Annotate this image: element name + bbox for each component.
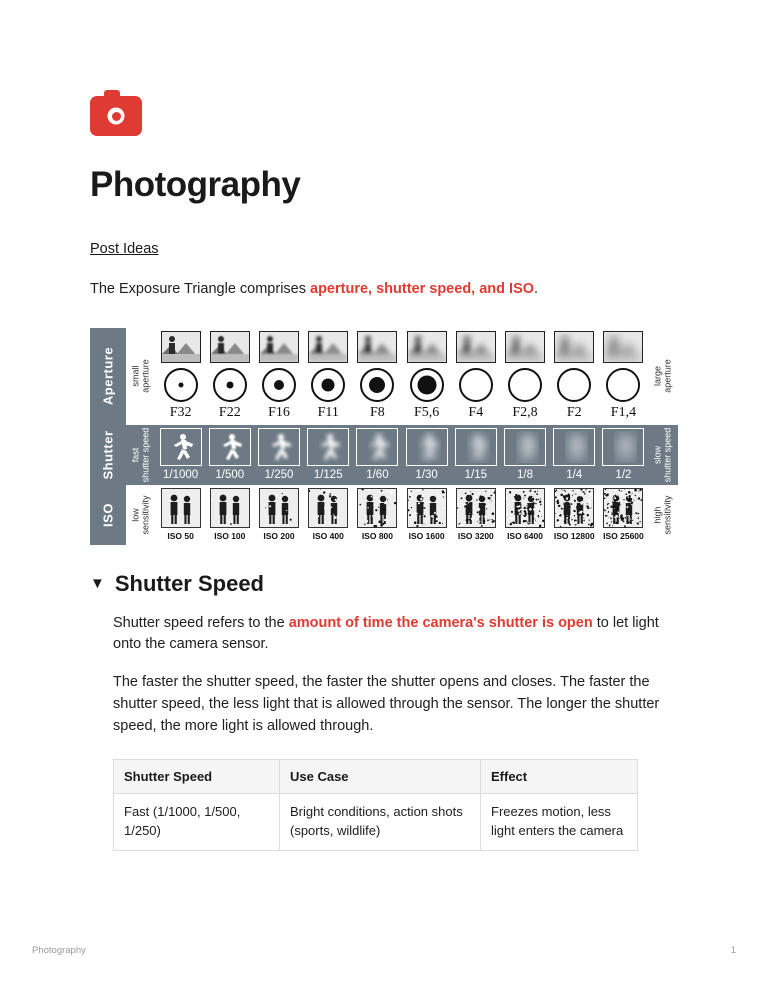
iso-value-label: ISO 3200: [457, 530, 494, 541]
aperture-diagram: [164, 368, 198, 402]
aperture-sample-photo: [407, 331, 447, 363]
shutter-sample-runner: [209, 428, 251, 466]
shutter-cell: [254, 425, 303, 485]
aperture-value-label: F16: [268, 404, 290, 420]
aperture-left-note: small aperture: [130, 359, 151, 393]
iso-value-label: ISO 800: [361, 530, 393, 541]
aperture-opening: [417, 375, 436, 394]
shutter-cells: [156, 425, 648, 485]
iso-cell: [451, 485, 500, 545]
footer-page-number: 1: [730, 945, 736, 956]
paragraph-1-prefix: Shutter speed refers to the: [113, 614, 289, 631]
camera-icon: [90, 96, 142, 136]
aperture-sample-photo: [603, 331, 643, 363]
aperture-opening: [226, 381, 233, 388]
shutter-sample-runner: [258, 428, 300, 466]
aperture-cell: [353, 328, 402, 425]
table-cell-use-case: Bright conditions, action shots (sports, wildlife): [280, 794, 481, 851]
aperture-diagram: [213, 368, 247, 402]
table-header-row: [114, 760, 638, 794]
aperture-sample-photo: [456, 331, 496, 363]
aperture-value-label: F32: [169, 404, 192, 420]
shutter-cell: [304, 425, 353, 485]
table-header-cell: Effect: [481, 760, 638, 794]
shutter-value-label: 1/500: [215, 468, 245, 481]
iso-sample-photo: [210, 488, 250, 528]
aperture-opening: [608, 370, 638, 400]
iso-sample-photo: [259, 488, 299, 528]
band-label-aperture: [90, 328, 126, 425]
table-row: [114, 794, 638, 851]
aperture-sample-photo: [505, 331, 545, 363]
iso-value-label: ISO 6400: [507, 530, 543, 541]
shutter-sample-runner: [602, 428, 644, 466]
iso-value-label: ISO 12800: [553, 530, 595, 541]
aperture-value-label: F5,6: [413, 404, 440, 420]
aperture-sample-photo: [308, 331, 348, 363]
aperture-diagram: [557, 368, 591, 402]
aperture-cell: [550, 328, 599, 425]
shutter-cell: [451, 425, 500, 485]
aperture-diagram: [508, 368, 542, 402]
aperture-opening: [513, 372, 538, 397]
band-label-shutter: [90, 425, 126, 485]
table-cell-speed: Fast (1/1000, 1/500, 1/250): [114, 794, 280, 851]
shutter-value-label: 1/60: [366, 468, 389, 481]
camera-lens-icon: [108, 108, 125, 125]
iso-sample-photo: [407, 488, 447, 528]
shutter-cell: [599, 425, 648, 485]
iso-value-label: ISO 200: [263, 530, 295, 541]
logo-area: [90, 0, 678, 140]
triangle-down-icon[interactable]: ▼: [90, 575, 105, 593]
aperture-opening: [322, 378, 335, 391]
aperture-cell: [451, 328, 500, 425]
band-label-iso-text: ISO: [100, 502, 116, 527]
iso-cell: [550, 485, 599, 545]
section-header-shutter-speed[interactable]: [90, 571, 678, 597]
aperture-opening: [178, 382, 183, 387]
iso-value-label: ISO 100: [214, 530, 246, 541]
shutter-value-label: 1/15: [464, 468, 488, 481]
shutter-sample-runner: [553, 428, 595, 466]
aperture-cell: [500, 328, 549, 425]
aperture-opening: [274, 380, 284, 390]
aperture-sample-photo: [161, 331, 201, 363]
aperture-value-label: F1,4: [610, 404, 637, 420]
aperture-sample-photo: [554, 331, 594, 363]
shutter-cell: [402, 425, 451, 485]
iso-value-label: ISO 25600: [603, 530, 644, 541]
iso-left-note: low sensitivity: [130, 495, 151, 535]
aperture-diagram: [262, 368, 296, 402]
section-heading: Shutter Speed: [114, 570, 264, 596]
iso-value-label: ISO 1600: [408, 530, 445, 541]
page-footer: [32, 945, 736, 956]
shutter-value-label: 1/8: [517, 468, 534, 481]
shutter-left-note: fast shutter speed: [130, 427, 151, 482]
paragraph-1-suffix: to let light onto the camera sensor.: [113, 614, 659, 653]
aperture-value-label: F8: [370, 404, 385, 420]
aperture-diagram: [459, 368, 493, 402]
band-label-shutter-text: Shutter: [100, 430, 116, 480]
shutter-cell: [205, 425, 254, 485]
exposure-triangle-figure: [90, 328, 678, 545]
paragraph-2: The faster the shutter speed, the faster the shutter opens and closes. The faster the shutter speed, the less light that is allowed through the sensor. The longer the shutter speed, the more light is allowed through.: [113, 674, 660, 734]
aperture-sample-photo: [259, 331, 299, 363]
aperture-cells: [156, 328, 648, 425]
shutter-sample-runner: [504, 428, 546, 466]
paragraph-1-accent: amount of time the camera's shutter is open: [288, 614, 593, 631]
aperture-opening: [560, 371, 588, 399]
band-label-iso: [90, 485, 126, 545]
iso-sample-photo: [308, 488, 348, 528]
table-header-cell: Shutter Speed: [114, 760, 280, 794]
intro-prefix: The Exposure Triangle comprises: [90, 280, 311, 297]
aperture-diagram: [410, 368, 444, 402]
shutter-value-label: 1/30: [415, 468, 438, 481]
intro-paragraph: [90, 279, 678, 300]
iso-cell: [156, 485, 205, 545]
shutter-value-label: 1/125: [313, 468, 343, 481]
section-body: [90, 613, 678, 738]
aperture-cell: [156, 328, 205, 425]
aperture-sample-photo: [357, 331, 397, 363]
iso-cell: [500, 485, 549, 545]
iso-cell: [205, 485, 254, 545]
iso-cell: [402, 485, 451, 545]
aperture-value-label: F2,8: [512, 404, 538, 420]
aperture-opening: [369, 377, 385, 393]
aperture-right-note: large aperture: [652, 359, 673, 393]
iso-value-label: ISO 400: [312, 530, 344, 541]
intro-accent: aperture, shutter speed, and ISO: [310, 280, 535, 297]
aperture-cell: [254, 328, 303, 425]
iso-sample-photo: [357, 488, 397, 528]
iso-sample-photo: [161, 488, 201, 528]
aperture-value-label: F22: [218, 404, 241, 420]
aperture-sample-photo: [210, 331, 250, 363]
aperture-diagram: [360, 368, 394, 402]
aperture-cell: [402, 328, 451, 425]
table-cell-effect: Freezes motion, less light enters the camera: [481, 794, 638, 851]
iso-value-label: ISO 50: [167, 530, 194, 541]
figure-row-shutter: [90, 425, 678, 485]
iso-cell: [304, 485, 353, 545]
iso-sample-photo: [603, 488, 643, 528]
iso-cell: [353, 485, 402, 545]
table-header-cell: Use Case: [280, 760, 481, 794]
shutter-sample-runner: [356, 428, 398, 466]
shutter-sample-runner: [406, 428, 448, 466]
iso-right-note: high sensitivity: [652, 495, 673, 535]
aperture-value-label: F2: [566, 404, 582, 420]
iso-sample-photo: [554, 488, 594, 528]
paragraph-1: [113, 613, 678, 657]
aperture-opening: [465, 374, 487, 396]
shutter-cell: [500, 425, 549, 485]
shutter-sample-runner: [307, 428, 349, 466]
shutter-value-label: 1/1000: [163, 468, 199, 481]
aperture-cell: [304, 328, 353, 425]
shutter-value-label: 1/4: [566, 468, 583, 481]
shutter-value-label: 1/250: [264, 468, 294, 481]
iso-sample-photo: [505, 488, 545, 528]
iso-cells: [156, 485, 648, 545]
aperture-value-label: F4: [468, 404, 484, 420]
aperture-cell: [205, 328, 254, 425]
figure-row-aperture: [90, 328, 678, 425]
shutter-sample-runner: [160, 428, 202, 466]
page-title: Photography: [90, 165, 301, 204]
aperture-diagram: [311, 368, 345, 402]
shutter-speed-table: [113, 759, 638, 851]
iso-sample-photo: [456, 488, 496, 528]
aperture-diagram: [606, 368, 640, 402]
shutter-value-label: 1/2: [615, 468, 632, 481]
iso-cell: [599, 485, 648, 545]
footer-left: Photography: [32, 945, 86, 956]
shutter-cell: [156, 425, 205, 485]
intro-suffix: .: [534, 280, 539, 297]
aperture-cell: [599, 328, 648, 425]
iso-cell: [254, 485, 303, 545]
band-label-aperture-text: Aperture: [100, 346, 116, 406]
post-ideas-label: Post Ideas: [90, 240, 159, 257]
figure-row-iso: [90, 485, 678, 545]
aperture-value-label: F11: [317, 404, 339, 420]
shutter-cell: [550, 425, 599, 485]
shutter-sample-runner: [455, 428, 497, 466]
shutter-cell: [353, 425, 402, 485]
shutter-right-note: slow shutter speed: [652, 427, 673, 482]
